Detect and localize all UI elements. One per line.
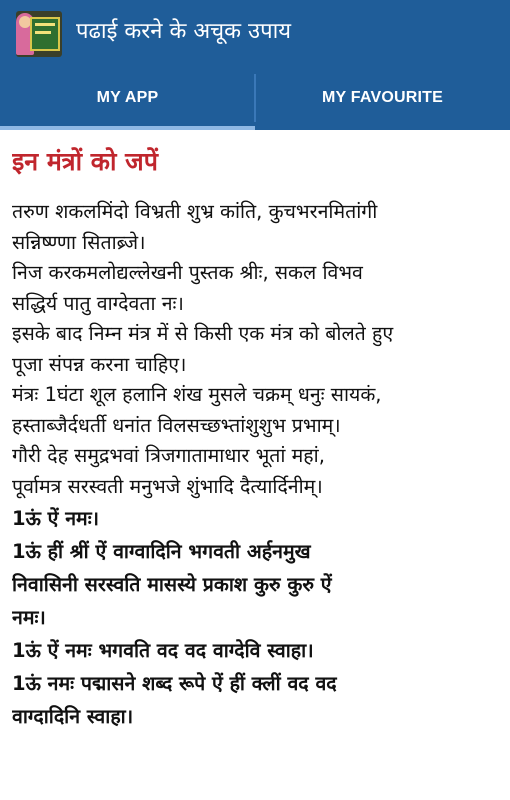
text-line: गौरी देह समुद्रभवां त्रिजगातामाधार भूतां महां, [12,444,325,467]
text-line: तरुण शकलमिंदो विभ्रती शुभ्र कांति, कुचभरनमितांगी [12,200,378,223]
mantra-line: वाग्दादिनि स्वाहा। [12,705,134,728]
book-icon [30,17,60,51]
text-line: निज करकमलोद्यल्लेखनी पुस्तक श्रीः, सकल विभव [12,261,363,284]
mantra-line: नमः। [12,606,46,629]
text-line: सद्धिर्य पातु वाग्देवता नः। [12,291,184,315]
article-heading: इन मंत्रों को जपें [12,147,158,176]
text-line: इसके बाद निम्न मंत्र में से किसी एक मंत्र को बोलते हुए [12,322,394,345]
mantra-line: निवासिनी सरस्वति मासस्ये प्रकाश कुरु कुरु ऐं [12,573,332,596]
text-line: सन्निष्ण्णा सिताब्र्जे। [12,230,146,254]
tab-divider [254,74,256,122]
app-logo-icon [16,11,62,57]
tab-my-app[interactable]: MY APP [0,66,255,130]
mantra-line: 1ऊं नमः पद्मासने शब्द रूपे ऐं हीं क्लीं वद वद [12,672,337,695]
text-line: हस्ताब्जैर्दधर्ती धनांत विलसच्छभ्तांशुशुभ प्रभाम्। [12,413,341,437]
article-content[interactable] [12,130,506,800]
text-line: पूजा संपन्न करना चाहिए। [12,352,187,376]
app-bar [0,0,510,66]
text-line: मंत्रः 1घंटा शूल हलानि शंख मुसले चक्रम् धनुः सायकं, [12,383,382,406]
app-title: पढाई करने के अचूक उपाय [76,19,292,44]
mantra-line: 1ऊं ऐं नमः। [12,507,100,530]
text-line: पूर्वामत्र सरस्वती मनुभजे शुंभादि दैत्यार्दिनीम्। [12,474,323,498]
mantra-line: 1ऊं ऐं नमः भगवति वद वद वाग्देवि स्वाहा। [12,639,314,662]
tab-my-favourite[interactable]: MY FAVOURITE [322,89,443,106]
mantra-line: 1ऊं हीं श्रीं ऐं वाग्वादिनि भगवती अर्हनमुख [12,540,311,563]
